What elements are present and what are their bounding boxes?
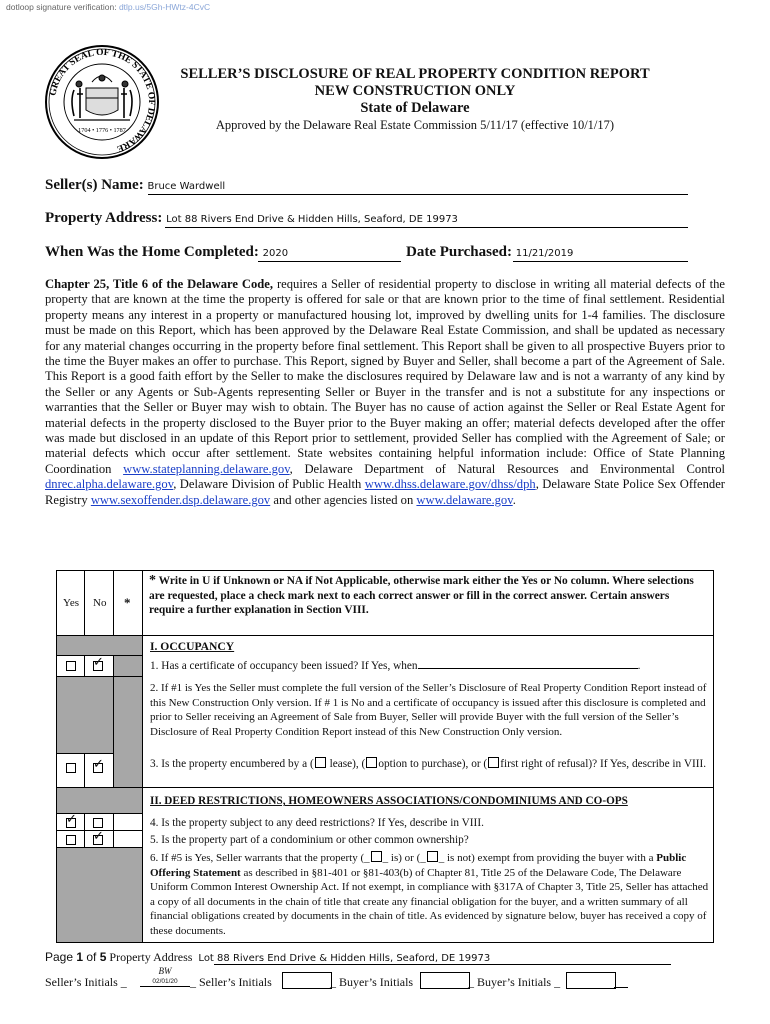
section-2-band (56, 787, 143, 814)
property-address-value[interactable]: Lot 88 Rivers End Drive & Hidden Hills, Seaford, DE 19973 (166, 214, 458, 225)
seal-ring-text: GREAT SEAL OF THE STATE OF DELAWARE (48, 47, 157, 154)
intro-body-3: , Delaware Division of Public Health (173, 477, 365, 492)
intro-body-1: requires a Seller of residential property to disclose in writing all material defects of the property that are known at the time the property is offered for sale or that are known prior to the time of final settlement. Residential property means any interest in a property or manufactured housing lot, improved by dwelling units for 1-4 families. The disclosure must be made on this Report, which has been approved by the Delaware Real Estate Commission, and shall be updated as necessary for any material changes occurring in the property before final settlement. This Report shall be given to all prospective Buyers prior to the time the Buyer makes an offer to purchase. This Report, signed by Buyer and Seller, shall become a part of the Agreement of Sale. This Report is a good faith effort by the Seller to make the disclosures required by Delaware law and is not a warranty of any kind by the Seller or any Agents or Sub-Agents representing Seller or Buyer in the transfer and is not a substitute for any inspections or warranties that the Seller or Buyer may wish to obtain. The Buyer has no cause of action against the Seller or Real Estate Agent for material defects in the property disclosed to the Buyer prior to the Buyer making an offer; material defects developed after the offer was made but disclosed in an update of this Report prior to settlement, provided Seller has complied with the Agreement of Sale; or material defects which occur after settlement. State websites containing helpful information include: Office of State Planning Coordination (45, 277, 725, 476)
q6-is-checkbox[interactable] (371, 851, 382, 862)
question-6: 6. If #5 is Yes, Seller warrants that the property (_ _ is) or (_ _ is not) exempt from providing the buyer with a Public Offering Statement as described in §81-401 or §81-403(b) of Chapter 81, Title 25 of the Delaware Code, The Delaware Uniform Common Interest Ownership Act. If not exempt, in compliance with §317A of Chapter 3, Title 25, Seller has attached a copy of all documents in the chain of title that create any financial obligation for the buyer, and a written summary of all financial obligations created by documents in the chain of title. As evidenced by signature below, buyer has received a copy of these documents. (150, 852, 709, 937)
col-no-header: No (84, 570, 114, 636)
q1-yes-checkbox[interactable] (66, 661, 76, 671)
col-star-header: * (113, 570, 143, 636)
form-state: State of Delaware (360, 100, 470, 116)
first-right-refusal-checkbox[interactable] (488, 757, 499, 768)
footer-address-value: Lot 88 Rivers End Drive & Hidden Hills, Seaford, DE 19973 (198, 953, 491, 964)
purchased-label: Date Purchased: (406, 244, 512, 260)
q6-is-not-checkbox[interactable] (427, 851, 438, 862)
question-2: 2. If #1 is Yes the Seller must complete the full version of the Seller’s Disclosure of Real Property Condition Report instead of this New Construction Only version. If # 1 is No and a certificate of occupancy is issued after this disclosure is completed and prior to Seller receiving an Agreement of Sale from Buyer, Seller will provide Buyer with the full version of the Seller’s Disclosure of Real Property Condition Report instead of this New Construction Only version. (150, 682, 707, 738)
intro-body-6: . (512, 492, 516, 507)
intro-body-2: , Delaware Department of Natural Resources and Environmental Control (289, 461, 725, 476)
question-1-text: 1. Has a certificate of occupancy been issued? If Yes, when (150, 660, 418, 672)
completed-underline (258, 261, 401, 262)
form-subtitle: NEW CONSTRUCTION ONLY (314, 83, 516, 99)
seller-initials-1-field[interactable] (140, 966, 190, 987)
q6-band (56, 847, 143, 943)
instructions-text: Write in U if Unknown or NA if Not Applicable, otherwise mark either the Yes or No column. Where selections are requested, place a check mark next to each correct answer or fill in the correct answer. Certain answers require a further explanation in Section VIII. (149, 575, 694, 616)
link-dhss[interactable]: www.dhss.delaware.gov/dhss/dph (364, 477, 536, 492)
question-3: 3. Is the property encumbered by a ( lease), ( option to purchase), or ( first right of refusal)? If Yes, describe in VIII. (150, 758, 707, 770)
question-1-when-field[interactable] (418, 658, 638, 669)
seller-name-label: Seller(s) Name: (45, 177, 144, 193)
q3-no-checkbox[interactable] (93, 757, 104, 773)
instructions-header (142, 570, 714, 636)
seller-initials-2-field[interactable] (282, 972, 332, 989)
q4-yes-mark: ✓ (66, 812, 77, 827)
q3-no-mark: ✓ (93, 757, 104, 772)
question-4: 4. Is the property subject to any deed restrictions? If Yes, describe in VIII. (150, 817, 484, 829)
q4-star-cell (113, 813, 143, 831)
link-sexoffender[interactable]: www.sexoffender.dsp.delaware.gov (90, 492, 271, 507)
form-title: SELLER’S DISCLOSURE OF REAL PROPERTY CONDITION REPORT (180, 66, 650, 82)
dotloop-verification (6, 2, 210, 12)
intro-body-5: and other agencies listed on (270, 492, 417, 507)
purchased-row (406, 244, 573, 261)
footer-address-underline (214, 964, 671, 965)
question-5: 5. Is the property part of a condominium or other common ownership? (150, 834, 469, 846)
approval-note: Approved by the Delaware Real Estate Commission 5/11/17 (effective 10/1/17) (215, 118, 615, 132)
instructions-star: * (149, 573, 156, 588)
page-number: 1 (76, 950, 84, 964)
completed-label: When Was the Home Completed: (45, 244, 259, 260)
col-yes-header: Yes (56, 570, 85, 636)
q5-star-cell (113, 830, 143, 848)
page-footer: Page 1 of 5 Property Address Lot 88 Rivers End Drive & Hidden Hills, Seaford, DE 19973 (45, 950, 491, 964)
seller-name-underline (148, 194, 688, 195)
property-address-underline (165, 227, 688, 228)
q5-yes-checkbox[interactable] (66, 835, 76, 845)
q1-star-cell (113, 655, 143, 677)
section-occupancy-heading: I. OCCUPANCY (150, 640, 235, 653)
q5-no-checkbox[interactable] (93, 829, 104, 845)
intro-lead: Chapter 25, Title 6 of the Delaware Code, (45, 277, 274, 291)
buyer-initials-1-field[interactable] (420, 972, 470, 989)
completed-row (45, 244, 288, 261)
property-address-row (45, 210, 458, 227)
seller-name-row (45, 177, 225, 194)
purchased-value[interactable]: 11/21/2019 (515, 248, 574, 259)
question-1: 1. Has a certificate of occupancy been issued? If Yes, when . (150, 660, 641, 672)
q1-no-mark: ✓ (93, 655, 104, 670)
lease-checkbox[interactable] (315, 757, 326, 768)
purchased-underline (513, 261, 688, 262)
initials-row: Seller’s Initials _ (45, 975, 127, 989)
link-stateplanning[interactable]: www.stateplanning.delaware.gov (123, 461, 290, 476)
seal-years: 1704 • 1776 • 1787 (78, 127, 126, 134)
link-dnrec[interactable]: dnrec.alpha.delaware.gov (45, 477, 174, 492)
q4-yes-checkbox[interactable] (66, 812, 77, 828)
buyer-initials-2-field[interactable] (566, 972, 616, 989)
property-address-label: Property Address: (45, 210, 163, 226)
section-deed-restrictions-heading: II. DEED RESTRICTIONS, HOMEOWNERS ASSOCIATIONS/CONDOMINIUMS AND CO-OPS (150, 795, 628, 807)
initials-signature: BW (158, 966, 172, 976)
q2-star-band (113, 676, 143, 788)
dotloop-link[interactable]: dtlp.us/5Gh-HWtz-4CvC (118, 2, 211, 12)
completed-value[interactable]: 2020 (262, 248, 289, 259)
dotloop-label: dotloop signature verification: (6, 2, 117, 12)
q2-band (56, 676, 114, 754)
option-to-purchase-checkbox[interactable] (366, 757, 377, 768)
intro-body-4: , Delaware State Police Sex Offender Registry (45, 477, 725, 507)
q1-no-checkbox[interactable] (93, 655, 104, 671)
q4-no-checkbox[interactable] (93, 818, 103, 828)
q5-no-mark: ✓ (93, 829, 104, 844)
delaware-seal-icon (44, 44, 160, 160)
page-total: 5 (99, 950, 107, 964)
q3-yes-checkbox[interactable] (66, 763, 76, 773)
initials-date: 02/01/20 (152, 978, 178, 985)
section-1-band (56, 635, 143, 656)
seller-name-value[interactable]: Bruce Wardwell (147, 181, 226, 192)
intro-paragraph (45, 277, 725, 508)
link-delaware[interactable]: www.delaware.gov (416, 492, 513, 507)
